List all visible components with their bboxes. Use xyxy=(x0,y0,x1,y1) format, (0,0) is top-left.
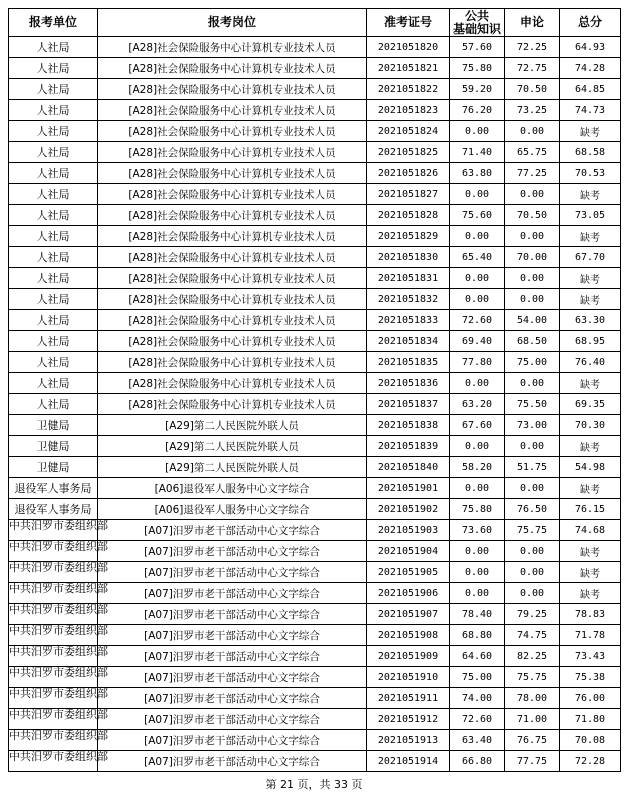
position-cell: [A07]汨罗市老干部活动中心文字综合 xyxy=(98,688,367,709)
unit-cell: 中共汨罗市委组织部 xyxy=(9,562,98,583)
public-knowledge-cell: 77.80 xyxy=(450,352,505,373)
essay-cell: 0.00 xyxy=(505,562,560,583)
total-cell: 缺考 xyxy=(560,562,621,583)
exam-id-cell: 2021051820 xyxy=(367,37,450,58)
exam-id-cell: 2021051837 xyxy=(367,394,450,415)
exam-id-cell: 2021051828 xyxy=(367,205,450,226)
unit-cell: 人社局 xyxy=(9,184,98,205)
public-knowledge-cell: 0.00 xyxy=(450,121,505,142)
essay-cell: 51.75 xyxy=(505,457,560,478)
exam-id-cell: 2021051913 xyxy=(367,730,450,751)
essay-cell: 0.00 xyxy=(505,478,560,499)
position-cell: [A28]社会保险服务中心计算机专业技术人员 xyxy=(98,100,367,121)
unit-cell: 人社局 xyxy=(9,205,98,226)
public-knowledge-cell: 72.60 xyxy=(450,709,505,730)
unit-cell: 卫健局 xyxy=(9,457,98,478)
position-cell: [A28]社会保险服务中心计算机专业技术人员 xyxy=(98,394,367,415)
unit-cell: 中共汨罗市委组织部 xyxy=(9,730,98,751)
table-row xyxy=(9,436,621,457)
table-row xyxy=(9,499,621,520)
header-essay: 申论 xyxy=(505,9,560,37)
total-cell: 64.85 xyxy=(560,79,621,100)
position-cell: [A07]汨罗市老干部活动中心文字综合 xyxy=(98,520,367,541)
exam-id-cell: 2021051832 xyxy=(367,289,450,310)
position-cell: [A28]社会保险服务中心计算机专业技术人员 xyxy=(98,121,367,142)
unit-cell: 中共汨罗市委组织部 xyxy=(9,751,98,772)
page-footer: 第 21 页，共 33 页 xyxy=(265,778,363,791)
public-knowledge-cell: 66.80 xyxy=(450,751,505,772)
total-cell: 76.00 xyxy=(560,688,621,709)
table-body xyxy=(9,37,621,772)
exam-id-cell: 2021051830 xyxy=(367,247,450,268)
essay-cell: 0.00 xyxy=(505,226,560,247)
essay-cell: 75.50 xyxy=(505,394,560,415)
public-knowledge-cell: 59.20 xyxy=(450,79,505,100)
public-knowledge-cell: 57.60 xyxy=(450,37,505,58)
public-knowledge-cell: 0.00 xyxy=(450,478,505,499)
total-cell: 68.58 xyxy=(560,142,621,163)
exam-id-cell: 2021051822 xyxy=(367,79,450,100)
unit-cell: 人社局 xyxy=(9,58,98,79)
public-knowledge-cell: 75.60 xyxy=(450,205,505,226)
position-cell: [A28]社会保险服务中心计算机专业技术人员 xyxy=(98,373,367,394)
total-cell: 70.30 xyxy=(560,415,621,436)
position-cell: [A07]汨罗市老干部活动中心文字综合 xyxy=(98,562,367,583)
public-knowledge-cell: 72.60 xyxy=(450,310,505,331)
table-row xyxy=(9,268,621,289)
total-cell: 缺考 xyxy=(560,184,621,205)
position-cell: [A28]社会保险服务中心计算机专业技术人员 xyxy=(98,331,367,352)
header-row xyxy=(9,9,621,37)
total-cell: 64.93 xyxy=(560,37,621,58)
total-cell: 72.28 xyxy=(560,751,621,772)
table-row xyxy=(9,79,621,100)
unit-cell: 中共汨罗市委组织部 xyxy=(9,541,98,562)
table-row xyxy=(9,37,621,58)
total-cell: 缺考 xyxy=(560,478,621,499)
exam-id-cell: 2021051905 xyxy=(367,562,450,583)
total-cell: 缺考 xyxy=(560,373,621,394)
total-cell: 缺考 xyxy=(560,436,621,457)
total-cell: 75.38 xyxy=(560,667,621,688)
public-knowledge-cell: 65.40 xyxy=(450,247,505,268)
total-cell: 缺考 xyxy=(560,121,621,142)
exam-id-cell: 2021051833 xyxy=(367,310,450,331)
table-row xyxy=(9,457,621,478)
total-cell: 缺考 xyxy=(560,583,621,604)
total-cell: 63.30 xyxy=(560,310,621,331)
essay-cell: 70.00 xyxy=(505,247,560,268)
table-row xyxy=(9,541,621,562)
public-knowledge-cell: 0.00 xyxy=(450,184,505,205)
essay-cell: 77.75 xyxy=(505,751,560,772)
position-cell: [A28]社会保险服务中心计算机专业技术人员 xyxy=(98,184,367,205)
position-cell: [A28]社会保险服务中心计算机专业技术人员 xyxy=(98,79,367,100)
essay-cell: 0.00 xyxy=(505,541,560,562)
unit-cell: 中共汨罗市委组织部 xyxy=(9,688,98,709)
table-row xyxy=(9,415,621,436)
exam-id-cell: 2021051827 xyxy=(367,184,450,205)
essay-cell: 0.00 xyxy=(505,289,560,310)
header-total: 总分 xyxy=(560,9,621,37)
position-cell: [A29]第二人民医院外联人员 xyxy=(98,436,367,457)
table-row xyxy=(9,184,621,205)
table-row xyxy=(9,58,621,79)
total-cell: 76.40 xyxy=(560,352,621,373)
essay-cell: 73.25 xyxy=(505,100,560,121)
header-public-knowledge xyxy=(450,9,505,37)
exam-id-cell: 2021051908 xyxy=(367,625,450,646)
header-public-knowledge-line1: 公共 xyxy=(464,8,489,23)
total-cell: 70.53 xyxy=(560,163,621,184)
unit-cell: 人社局 xyxy=(9,352,98,373)
total-cell: 68.95 xyxy=(560,331,621,352)
public-knowledge-cell: 75.00 xyxy=(450,667,505,688)
position-cell: [A29]第二人民医院外联人员 xyxy=(98,457,367,478)
essay-cell: 0.00 xyxy=(505,184,560,205)
essay-cell: 78.00 xyxy=(505,688,560,709)
public-knowledge-cell: 0.00 xyxy=(450,583,505,604)
exam-id-cell: 2021051835 xyxy=(367,352,450,373)
public-knowledge-cell: 73.60 xyxy=(450,520,505,541)
position-cell: [A06]退役军人服务中心文字综合 xyxy=(98,499,367,520)
unit-cell: 人社局 xyxy=(9,163,98,184)
exam-id-cell: 2021051836 xyxy=(367,373,450,394)
exam-id-cell: 2021051824 xyxy=(367,121,450,142)
position-cell: [A07]汨罗市老干部活动中心文字综合 xyxy=(98,667,367,688)
total-cell: 74.68 xyxy=(560,520,621,541)
exam-id-cell: 2021051910 xyxy=(367,667,450,688)
public-knowledge-cell: 63.80 xyxy=(450,163,505,184)
public-knowledge-cell: 0.00 xyxy=(450,268,505,289)
exam-id-cell: 2021051826 xyxy=(367,163,450,184)
table-row xyxy=(9,730,621,751)
header-unit: 报考单位 xyxy=(9,9,98,37)
essay-cell: 0.00 xyxy=(505,373,560,394)
public-knowledge-cell: 0.00 xyxy=(450,226,505,247)
public-knowledge-cell: 74.00 xyxy=(450,688,505,709)
table-row xyxy=(9,646,621,667)
essay-cell: 71.00 xyxy=(505,709,560,730)
unit-cell: 中共汨罗市委组织部 xyxy=(9,520,98,541)
exam-id-cell: 2021051829 xyxy=(367,226,450,247)
public-knowledge-cell: 0.00 xyxy=(450,541,505,562)
essay-cell: 65.75 xyxy=(505,142,560,163)
total-cell: 73.43 xyxy=(560,646,621,667)
essay-cell: 76.50 xyxy=(505,499,560,520)
position-cell: [A28]社会保险服务中心计算机专业技术人员 xyxy=(98,58,367,79)
total-cell: 73.05 xyxy=(560,205,621,226)
total-cell: 缺考 xyxy=(560,268,621,289)
public-knowledge-cell: 76.20 xyxy=(450,100,505,121)
exam-id-cell: 2021051838 xyxy=(367,415,450,436)
total-cell: 54.98 xyxy=(560,457,621,478)
position-cell: [A28]社会保险服务中心计算机专业技术人员 xyxy=(98,163,367,184)
position-cell: [A28]社会保险服务中心计算机专业技术人员 xyxy=(98,205,367,226)
unit-cell: 人社局 xyxy=(9,121,98,142)
unit-cell: 卫健局 xyxy=(9,415,98,436)
public-knowledge-cell: 68.80 xyxy=(450,625,505,646)
table-row xyxy=(9,247,621,268)
unit-cell: 中共汨罗市委组织部 xyxy=(9,625,98,646)
public-knowledge-cell: 64.60 xyxy=(450,646,505,667)
exam-id-cell: 2021051821 xyxy=(367,58,450,79)
header-public-knowledge-line2: 基础知识 xyxy=(452,21,501,36)
unit-cell: 人社局 xyxy=(9,226,98,247)
essay-cell: 74.75 xyxy=(505,625,560,646)
header-exam-id: 准考证号 xyxy=(367,9,450,37)
exam-id-cell: 2021051914 xyxy=(367,751,450,772)
position-cell: [A28]社会保险服务中心计算机专业技术人员 xyxy=(98,352,367,373)
unit-cell: 人社局 xyxy=(9,79,98,100)
total-cell: 缺考 xyxy=(560,226,621,247)
position-cell: [A28]社会保险服务中心计算机专业技术人员 xyxy=(98,37,367,58)
essay-cell: 82.25 xyxy=(505,646,560,667)
score-table xyxy=(8,8,621,772)
essay-cell: 0.00 xyxy=(505,583,560,604)
public-knowledge-cell: 63.40 xyxy=(450,730,505,751)
table-row xyxy=(9,373,621,394)
public-knowledge-cell: 69.40 xyxy=(450,331,505,352)
table-row xyxy=(9,478,621,499)
essay-cell: 54.00 xyxy=(505,310,560,331)
essay-cell: 77.25 xyxy=(505,163,560,184)
unit-cell: 人社局 xyxy=(9,268,98,289)
table-row xyxy=(9,205,621,226)
essay-cell: 73.00 xyxy=(505,415,560,436)
public-knowledge-cell: 0.00 xyxy=(450,373,505,394)
unit-cell: 人社局 xyxy=(9,100,98,121)
table-row xyxy=(9,709,621,730)
unit-cell: 退役军人事务局 xyxy=(9,499,98,520)
exam-id-cell: 2021051907 xyxy=(367,604,450,625)
exam-id-cell: 2021051912 xyxy=(367,709,450,730)
essay-cell: 75.75 xyxy=(505,667,560,688)
header-position: 报考岗位 xyxy=(98,9,367,37)
public-knowledge-cell: 63.20 xyxy=(450,394,505,415)
public-knowledge-cell: 78.40 xyxy=(450,604,505,625)
table-row xyxy=(9,604,621,625)
essay-cell: 0.00 xyxy=(505,436,560,457)
total-cell: 71.78 xyxy=(560,625,621,646)
exam-id-cell: 2021051902 xyxy=(367,499,450,520)
essay-cell: 68.50 xyxy=(505,331,560,352)
table-row xyxy=(9,163,621,184)
position-cell: [A28]社会保险服务中心计算机专业技术人员 xyxy=(98,247,367,268)
table-row xyxy=(9,583,621,604)
total-cell: 缺考 xyxy=(560,541,621,562)
public-knowledge-cell: 58.20 xyxy=(450,457,505,478)
total-cell: 67.70 xyxy=(560,247,621,268)
unit-cell: 中共汨罗市委组织部 xyxy=(9,709,98,730)
total-cell: 69.35 xyxy=(560,394,621,415)
table-row xyxy=(9,394,621,415)
position-cell: [A07]汨罗市老干部活动中心文字综合 xyxy=(98,709,367,730)
table-row xyxy=(9,121,621,142)
unit-cell: 人社局 xyxy=(9,247,98,268)
position-cell: [A07]汨罗市老干部活动中心文字综合 xyxy=(98,625,367,646)
table-row xyxy=(9,520,621,541)
unit-cell: 人社局 xyxy=(9,310,98,331)
position-cell: [A28]社会保险服务中心计算机专业技术人员 xyxy=(98,142,367,163)
exam-id-cell: 2021051825 xyxy=(367,142,450,163)
unit-cell: 人社局 xyxy=(9,142,98,163)
position-cell: [A28]社会保险服务中心计算机专业技术人员 xyxy=(98,226,367,247)
unit-cell: 人社局 xyxy=(9,289,98,310)
position-cell: [A06]退役军人服务中心文字综合 xyxy=(98,478,367,499)
position-cell: [A28]社会保险服务中心计算机专业技术人员 xyxy=(98,268,367,289)
unit-cell: 中共汨罗市委组织部 xyxy=(9,583,98,604)
exam-id-cell: 2021051839 xyxy=(367,436,450,457)
table-row xyxy=(9,751,621,772)
table-row xyxy=(9,331,621,352)
essay-cell: 72.75 xyxy=(505,58,560,79)
total-cell: 缺考 xyxy=(560,289,621,310)
position-cell: [A07]汨罗市老干部活动中心文字综合 xyxy=(98,583,367,604)
position-cell: [A07]汨罗市老干部活动中心文字综合 xyxy=(98,646,367,667)
essay-cell: 75.00 xyxy=(505,352,560,373)
position-cell: [A07]汨罗市老干部活动中心文字综合 xyxy=(98,604,367,625)
position-cell: [A28]社会保险服务中心计算机专业技术人员 xyxy=(98,289,367,310)
position-cell: [A28]社会保险服务中心计算机专业技术人员 xyxy=(98,310,367,331)
exam-id-cell: 2021051831 xyxy=(367,268,450,289)
table-row xyxy=(9,667,621,688)
exam-id-cell: 2021051911 xyxy=(367,688,450,709)
public-knowledge-cell: 71.40 xyxy=(450,142,505,163)
exam-id-cell: 2021051903 xyxy=(367,520,450,541)
exam-id-cell: 2021051834 xyxy=(367,331,450,352)
total-cell: 74.73 xyxy=(560,100,621,121)
position-cell: [A07]汨罗市老干部活动中心文字综合 xyxy=(98,541,367,562)
public-knowledge-cell: 75.80 xyxy=(450,499,505,520)
total-cell: 76.15 xyxy=(560,499,621,520)
exam-id-cell: 2021051840 xyxy=(367,457,450,478)
essay-cell: 75.75 xyxy=(505,520,560,541)
public-knowledge-cell: 0.00 xyxy=(450,436,505,457)
position-cell: [A07]汨罗市老干部活动中心文字综合 xyxy=(98,751,367,772)
table-row xyxy=(9,310,621,331)
exam-id-cell: 2021051906 xyxy=(367,583,450,604)
table-row xyxy=(9,562,621,583)
exam-id-cell: 2021051823 xyxy=(367,100,450,121)
unit-cell: 中共汨罗市委组织部 xyxy=(9,667,98,688)
essay-cell: 79.25 xyxy=(505,604,560,625)
essay-cell: 76.75 xyxy=(505,730,560,751)
position-cell: [A07]汨罗市老干部活动中心文字综合 xyxy=(98,730,367,751)
essay-cell: 72.25 xyxy=(505,37,560,58)
essay-cell: 70.50 xyxy=(505,79,560,100)
table-row xyxy=(9,352,621,373)
essay-cell: 0.00 xyxy=(505,121,560,142)
table-row xyxy=(9,142,621,163)
unit-cell: 中共汨罗市委组织部 xyxy=(9,604,98,625)
public-knowledge-cell: 0.00 xyxy=(450,562,505,583)
exam-id-cell: 2021051901 xyxy=(367,478,450,499)
unit-cell: 人社局 xyxy=(9,331,98,352)
table-row xyxy=(9,688,621,709)
total-cell: 78.83 xyxy=(560,604,621,625)
essay-cell: 0.00 xyxy=(505,268,560,289)
unit-cell: 中共汨罗市委组织部 xyxy=(9,646,98,667)
exam-id-cell: 2021051909 xyxy=(367,646,450,667)
public-knowledge-cell: 0.00 xyxy=(450,289,505,310)
public-knowledge-cell: 67.60 xyxy=(450,415,505,436)
table-row xyxy=(9,625,621,646)
total-cell: 71.80 xyxy=(560,709,621,730)
unit-cell: 卫健局 xyxy=(9,436,98,457)
public-knowledge-cell: 75.80 xyxy=(450,58,505,79)
table-row xyxy=(9,289,621,310)
unit-cell: 人社局 xyxy=(9,373,98,394)
table-row xyxy=(9,226,621,247)
unit-cell: 人社局 xyxy=(9,394,98,415)
table-row xyxy=(9,100,621,121)
position-cell: [A29]第二人民医院外联人员 xyxy=(98,415,367,436)
total-cell: 70.08 xyxy=(560,730,621,751)
unit-cell: 人社局 xyxy=(9,37,98,58)
unit-cell: 退役军人事务局 xyxy=(9,478,98,499)
total-cell: 74.28 xyxy=(560,58,621,79)
essay-cell: 70.50 xyxy=(505,205,560,226)
exam-id-cell: 2021051904 xyxy=(367,541,450,562)
